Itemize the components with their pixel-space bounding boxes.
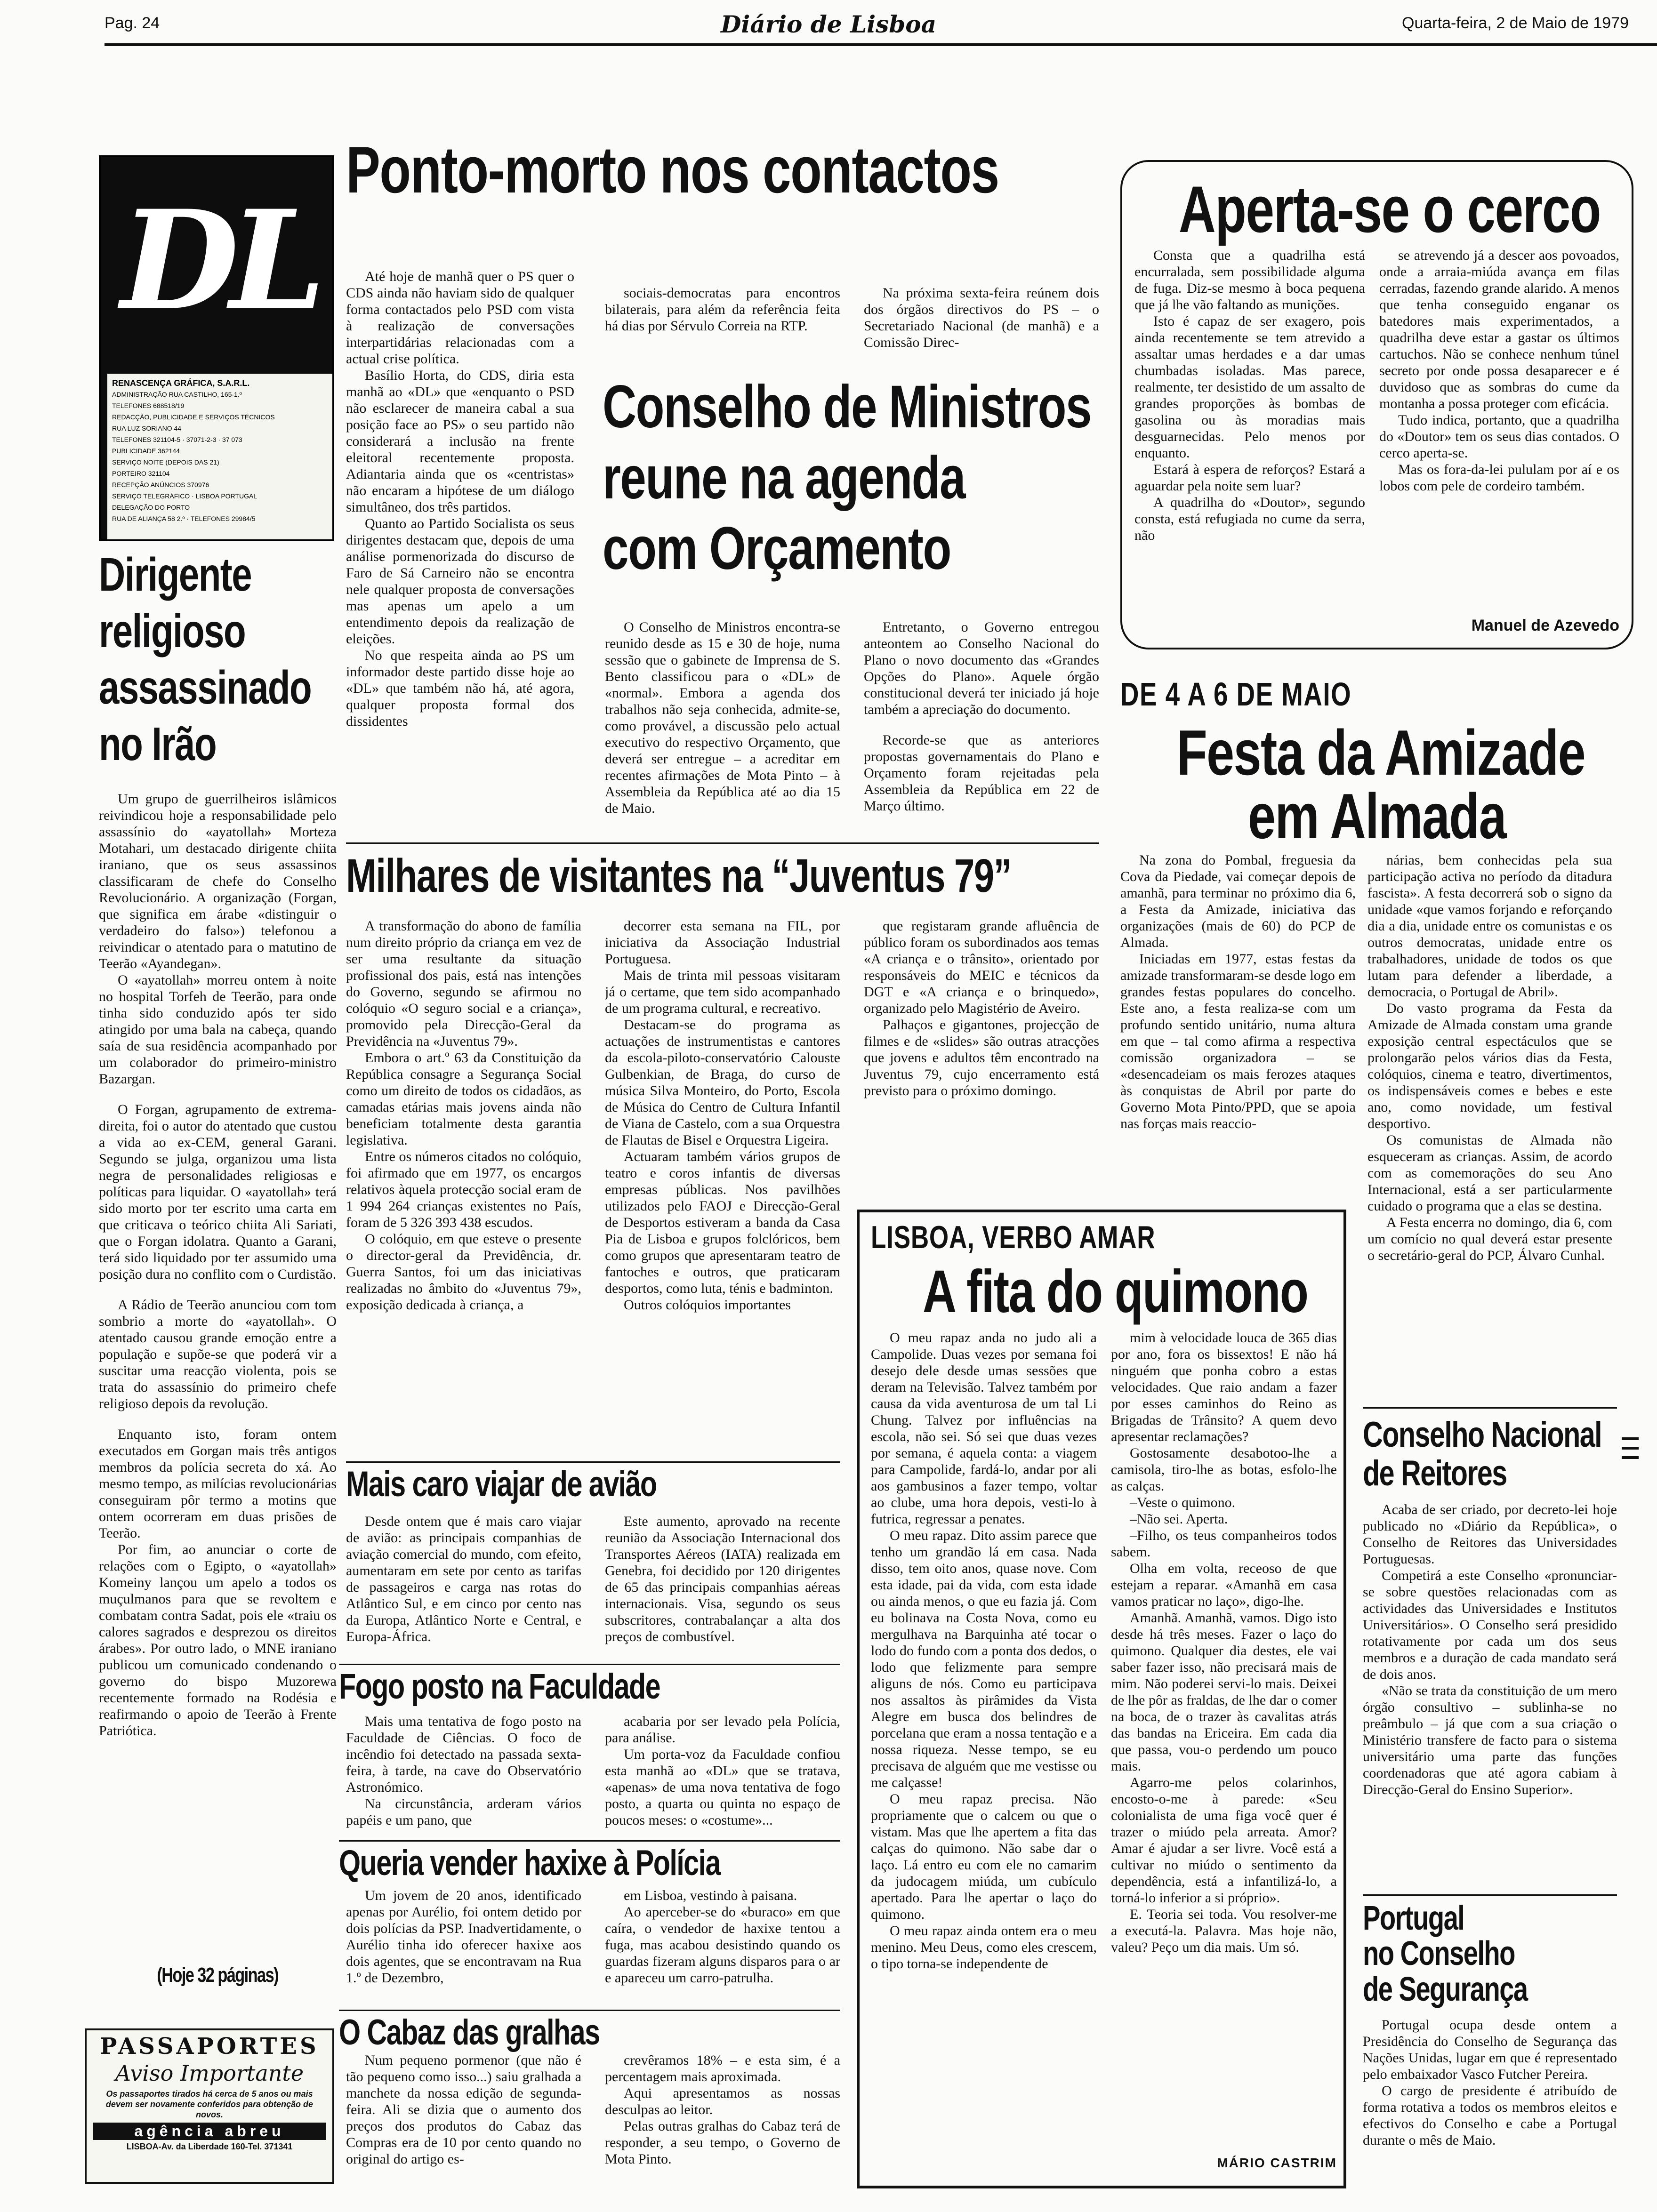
aperta-cerco-box: Aperta-se o cerco [1120, 160, 1633, 649]
haxixe-col1: Um jovem de 20 anos, identificado apenas por Aurélio, foi ontem detido por dois polícias da PSP. Inadvertidamente, o Aurélio tinha ido oferecer haxixe aos dois agentes, que se encontravam na Rua 1.º de Dezembro, [346, 1888, 581, 1986]
page-number: Pag. 24 [105, 14, 160, 32]
haxixe-headline: Queria vender haxixe à Polícia [339, 1845, 720, 1883]
masthead-date: Quarta-feira, 2 de Maio de 1979 [1402, 14, 1629, 32]
passaportes-ad [85, 2028, 334, 2184]
ponto-morto-col1: Até hoje de manhã quer o PS quer o CDS ainda não haviam sido de qualquer forma contactados pelo PSD com vista à realização de conversações interpartidárias relacionadas com a actual crise política. Basílio Horta, do CDS, diria esta manhã ao «DL» que «enquanto o PSD não esclarecer de maneira cabal a sua posição face ao PS» o seu partido não considerará a inclusão na frente eleitoral recentemente proposta. Adiantaria ainda que os «centristas» não encaram a hipótese de um diálogo simultâneo, dos três partidos. Quanto ao Partido Socialista os seus dirigentes destacam que, depois de uma análise pormenorizada do discurso de Faro de Sá Carneiro não se encontra nele qualquer proposta de conversações mas apenas um apelo a um entendimento depois da realização de eleições. No que respeita ainda ao PS um informador deste partido disse hoje ao «DL» que também não há, até agora, qualquer proposta formal dos dissidentes [346, 269, 574, 729]
reitores-body: Acaba de ser criado, por decreto-lei hoje publicado no «Diário da República», o Conselho de Reitores das Universidades Portuguesas. Competirá a este Conselho «pronunciar-se sobre questões relacionadas com as actividades das Universidades e Institutos Universitários». O Conselho será presidido rotativamente por cada um dos seus membros e a duração de cada mandato será de dois anos. «Não se trata da constituição de um mero órgão consultivo – sublinha-se no preâmbulo – já que com a sua criação o Ministério transfere de facto para o sistema universitário uma parte das funções coordenadoras que até agora cabiam à Direcção-Geral do Ensino Superior». [1363, 1502, 1617, 1797]
fogo-headline: Fogo posto na Faculdade [339, 1668, 660, 1707]
ponto-morto-headline: Ponto-morto nos contactos [346, 136, 999, 207]
passaportes-subtitle: Aviso Importante [115, 2060, 304, 2086]
festa-headline: Festa da Amizade em Almada [1176, 720, 1585, 847]
juventus-top-rule [346, 842, 1099, 844]
haxixe-col2: em Lisboa, vestindo à paisana. Ao aperceber-se do «buraco» em que caíra, o vendedor de haxixe tentou a fuga, mas acabou desistindo quando os guardas fizeram alguns disparos para o ar e apareceu um carro-patrulha. [605, 1888, 840, 1986]
aviao-top-rule [346, 1461, 840, 1463]
reitores-top-rule [1363, 1407, 1617, 1409]
juventus-col2: decorrer esta semana na FIL, por iniciativa da Associação Industrial Portuguesa. Mais de trinta mil pessoas visitaram já o certame, que tem sido acompanhado de um programa cultural, e recreativo. Destacam-se do programa as actuações de instrumentistas e cantores da escola-piloto-conservatório Calouste Gulbenkian, de Braga, do curso de música Silva Monteiro, do Porto, Escola de Música do Centro de Cultura Infantil de Viana de Castelo, com a sua Orquestra de Flautas de Bisel e Orquestra Ligeira. Actuaram também vários grupos de teatro e coros infantis de diversas empresas públicas. Nos pavilhões utilizados pelo FAOJ e Direcção-Geral de Desportos estiveram a banda da Casa Pia de Lisboa e grupos folclóricos, bem como grupos que apresentaram teatro de fantoches e outros, que praticaram desportos, como luta, ténis e badminton. Outros colóquios importantes [605, 918, 840, 1313]
quimono-col1: O meu rapaz anda no judo ali a Campolide. Duas vezes por semana foi desejo dele desde umas sessões que deram na Televisão. Talvez também por causa da vida aventurosa de um tal Li Chung. Talvez por influências na escola, não sei. Só sei que duas vezes por semana, é aquela conta: a viagem para Campolide, fardá-lo, andar por ali aos gambusinos a fazer tempo, voltar ao clube, uma hora depois, vesti-lo à futrica, regressar a penates. O meu rapaz. Dito assim parece que tenho um grandão lá em casa. Nada disso, tem oito anos, quase nove. Com esta idade, pai da vida, com esta idade ou ainda menos, o que eu fazia já. Com eu bolinava na Costa Nova, como eu mergulhava na Barquinha até tocar o lodo do fundo com a ponta dos dedos, o lodo que felizmente para sempre aliguns de nós. Como eu participava nos assaltos às pirâmides da Vista Alegre em busca dos belindres de porcelana que eram a nossa tentação e a nossa riqueza. Nesse tempo, se eu precisava de alguém que me vestisse ou me calçasse! O meu rapaz precisa. Não propriamente que o calcem ou que o vistam. Mas que lhe apertem a fita das calças do quimono. Não sabe dar o laço. Lá entro eu com ele no camarim da judocagem miúda, um cubículo apertado. Para lhe apertar o laço do quimono. O meu rapaz ainda ontem era o meu menino. Meu Deus, como eles crescem, o tipo torna-se independente de [871, 1330, 1097, 1972]
quimono-col2: mim à velocidade louca de 365 dias por ano, fora os bissextos! E não há ninguém que ponha cobro a estas velocidades. Que raio andam a fazer por esses caminhos do Reino as Brigadas de Trânsito? A quem devo apresentar reclamações? Gostosamente desabotoo-lhe a camisola, tiro-lhe as botas, esfolo-lhe as calças. –Veste o quimono. –Não sei. Aperta. –Filho, os teus companheiros todos sabem. Olha em volta, receoso de que estejam a reparar. «Amanhã em casa vamos praticar no laço», digo-lhe. Amanhã. Amanhã, vamos. Digo isto desde há três meses. Fazer o laço do quimono. Qualquer dia destes, ele vai saber fazer isso, não precisará mais de mim. Não poderei servi-lo mais. Deixei de lhe pôr as fraldas, de lhe dar o comer na boca, de o trazer às cavalitas atrás das bandas na Ericeira. Em cada dia que passa, vou-o perdendo um pouco mais. Agarro-me pelos colarinhos, encosto-o-me à parede: «Seu colonialista de uma figa você quer é trazer o miúdo pela arreata. Amor? Amar é ajudar a ser livre. Você está a cultivar no miúdo o sentimento da dependência, está a infantilizá-lo, a torná-lo inferior a si próprio». E. Teoria sei toda. Vou resolver-me a executá-la. Palavra. Mas hoje não, valeu? Peço um dia mais. Um só. [1111, 1330, 1337, 1955]
festa-col1: Na zona do Pombal, freguesia da Cova da Piedade, vai começar depois de amanhã, para terminar no próximo dia 6, a Festa da Amizade, iniciativa das organizações (mais de 60) do PCP de Almada. Iniciadas em 1977, estas festas da amizade transformaram-se desde logo em grandes festas populares do concelho. Este ano, a festa realiza-se com um profundo sentido unitário, numa altura em que – tal como afirma a respectiva comissão organizadora – se «desencadeiam os mais ferozes ataques às conquistas de Abril por parte do Governo Mota Pinto/PPD, que se apoia nas forças mais reaccio- [1120, 852, 1356, 1131]
festa-kicker: DE 4 A 6 DE MAIO [1120, 678, 1352, 713]
fogo-col1: Mais uma tentativa de fogo posto na Faculdade de Ciências. O foco de incêndio foi detectado na passada sexta-feira, à tarde, na cave do Observatório Astronómico. Na circunstância, arderam vários papéis e um pano, que [346, 1714, 581, 1828]
cabaz-top-rule [339, 2010, 840, 2011]
seguranca-body: Portugal ocupa desde ontem a Presidência do Conselho de Segurança das Nações Unidas, lugar em que é representado pelo embaixador Vasco Futcher Pereira. O cargo de presidente é atribuído de forma rotativa a todos os membros eleitos e efectivos do Conselho e cabe a Portugal durante o mês de Maio. [1363, 2017, 1617, 2148]
juventus-col1: A transformação do abono de família num direito próprio da criança em vez de ser uma resultante da situação profissional dos pais, está nas intenções do Governo, segundo se afirmou no colóquio «O seguro social e a criança», promovido pela Direcção-Geral da Previdência na «Juventus 79». Embora o art.º 63 da Constituição da República consagre a Segurança Social como um direito de todos os cidadãos, as camadas etárias mais jovens ainda não beneficiam totalmente desta garantia legislativa. Entre os números citados no colóquio, foi afirmado que em 1977, os encargos relativos àquela protecção social eram de 1 994 264 crianças existentes no País, foram de 5 326 393 438 escudos. O colóquio, em que esteve o presente o director-geral da Previdência, dr. Guerra Santos, foi um das iniciativas realizadas no âmbito do «Juventus 79», exposição dedicada à criança, a [346, 918, 581, 1313]
masthead-title: Diário de Lisboa [720, 10, 937, 38]
haxixe-top-rule [339, 1840, 840, 1842]
dirigente-headline: Dirigente religioso assassinado no Irão [99, 551, 312, 770]
publisher-info: RENASCENÇA GRÁFICA, S.A.R.L. ADMINISTRAÇÃO RUA CASTILHO, 165-1.º TELEFONES 688518/19 REDACÇÃO, PUBLICIDADE E SERVIÇOS TÉCNICOS RUA LUZ SORIANO 44 TELEFONES 321104-5 · 37071-2-3 · 37 073 PUBLICIDADE 362144 SERVIÇO NOITE (DEPOIS DAS 21) PORTEIRO 321104 RECEPÇÃO ANÚNCIOS 370976 SERVIÇO TELEGRÁFICO · LISBOA PORTUGAL DELEGAÇÃO DO PORTO RUA DE ALIANÇA 58 2.º · TELEFONES 29984/5 [107, 374, 334, 541]
festa-col2: nárias, bem conhecidas pela sua participação activa no período da ditadura fascista». A festa decorrerá sob o signo da unidade «que vamos forjando e reforçando dia a dia, unidade entre os comunistas e os outros democratas, unidade entre os trabalhadores, unidade de todos os que lutam para defender a liberdade, a democracia, o Portugal de Abril». Do vasto programa da Festa da Amizade de Almada constam uma grande exposição central espectáculos que se prolongarão pelos vários dias da Festa, colóquios, cinema e teatro, divertimentos, os indispensáveis comes e bebes e este ano, como novidade, um festival desportivo. Os comunistas de Almada não esqueceram as crianças. Assim, de acordo com as comemorações do seu Ano Internacional, está a ser particularmente cuidado o programa que a elas se destina. A Festa encerra no domingo, dia 6, com um comício no qual deverá estar presente o secretário-geral do PCP, Álvaro Cunhal. [1367, 852, 1612, 1263]
conselho-ministros-headline: Conselho de Ministros reune na agenda com Orçamento [603, 377, 1091, 583]
ponto-morto-col3: Na próxima sexta-feira reúnem dois dos órgãos directivos do PS – o Secretariado Nacional (de manhã) e a Comissão Direc- [864, 285, 1099, 350]
juventus-headline: Milhares de visitantes na “Juventus 79” [346, 852, 1012, 902]
aviao-col2: Este aumento, aprovado na recente reunião da Associação Internacional dos Transportes Aéreos (IATA) realizada em Genebra, foi decidido por 120 dirigentes de 65 das principais companhias aéreas internacionais. Visa, segundo os seus subscritores, contrabalançar a alta dos preços de combustível. [605, 1514, 840, 1644]
aperta-cerco-col1: Consta que a quadrilha está encurralada, sem possibilidade alguma de fuga. Diz-se mesmo à boca pequena que já lhe vão faltando as munições. Isto é capaz de ser exagero, pois ainda recentemente se tem atrevido a assaltar umas herdades e a dar umas chumbadas isoladas. Mas parece, realmente, ter desistido de um assalto de grandes proporções às bombas de gasolina ou às moradias mais desguarnecidas. Pelo menos por enquanto. Estará à espera de reforços? Estará a aguardar pela noite sem luar? A quadrilha do «Doutor», segundo consta, está refugiada no cume da serra, não [1134, 248, 1365, 543]
seguranca-top-rule [1363, 1894, 1617, 1896]
aviao-headline: Mais caro viajar de avião [346, 1466, 657, 1504]
dl-monogram: DL [121, 181, 316, 341]
cabaz-col2: crevêramos 18% – e esta sim, é a percentagem mais aproximada. Aqui apresentamos as nossas desculpas ao leitor. Pelas outras gralhas do Cabaz terá de responder, a seu tempo, o Governo de Mota Pinto. [605, 2052, 840, 2167]
quimono-kicker: LISBOA, VERBO AMAR [871, 1221, 1156, 1255]
passaportes-title: PASSAPORTES [100, 2033, 319, 2060]
ponto-morto-col2: sociais-democratas para encontros bilaterais, para além da referência feita há dias por Sérvulo Correia na RTP. [605, 285, 840, 334]
cabaz-headline: O Cabaz das gralhas [339, 2014, 600, 2052]
passaportes-agency: agência abreu [93, 2123, 326, 2140]
fogo-top-rule [339, 1664, 840, 1665]
dirigente-body: Um grupo de guerrilheiros islâmicos reivindicou hoje a responsabilidade pelo assassínio do «ayatollah» Morteza Motahari, um destacado dirigente chiita iraniano, que os seus assassinos classificaram de chefe do Conselho Revolucionário. A organização (Forgan, que significa em árabe «distinguir o verdadeiro do falso») telefonou a reivindicar o atentado para o matutino de Teerão «Ayandegan». O «ayatollah» morreu ontem à noite no hospital Torfeh de Teerão, para onde tinha sido conduzido após ter sido atingido por uma bala na cabeça, quando saía de sua residência acompanhado por um colaborador do primeiro-ministro Bazargan. O Forgan, agrupamento de extrema-direita, foi o autor do atentado que custou a vida ao ex-CEM, general Garani. Segundo se julga, organizou uma lista negra de personalidades religiosas e políticas para liquidar. O «ayatollah» terá sido morto por ter escrito uma carta em que criticava o teórico chiita Ali Sariati, que o Forgan idolatra. Quanto a Garani, terá sido liquidado por ter assumido uma posição dura no conflito com o Curdistão. A Rádio de Teerão anunciou com tom sombrio a morte do «ayatollah». O atentado causou grande emoção entre a população e supõe-se que poderá vir a suscitar uma reacção violenta, pois se trata do assassínio do primeiro chefe religioso depois da revolução. Enquanto isto, foram ontem executados em Gorgan mais três antigos membros da polícia secreta do xá. Ao mesmo tempo, as milícias revolucionárias conseguiram pôr termo a motins que ontem ocorreram em duas prisões de Teerão. Por fim, ao anunciar o corte de relações com o Egipto, o «ayatollah» Komeiny lançou um apelo a todos os muçulmanos para que se revoltem e combatam contra Sadat, pois ele «traiu os calores sagrados e desprezou os direitos árabes». Por outro lado, o MNE iraniano publicou um comunicado condenando o governo do bispo Muzorewa recentemente formado na Rodésia e reafirmando o apoio de Teerão à Frente Patriótica. [99, 791, 337, 1739]
cabaz-col1: Num pequeno pormenor (que não é tão pequeno como isso...) saiu gralhada a manchete da nossa edição de segunda-feira. Ali se dizia que o aumento dos preços dos produtos do Cabaz das Compras era de 10 por cento quando no original do artigo es- [346, 2052, 581, 2167]
aviao-col1: Desde ontem que é mais caro viajar de avião: as principais companhias de aviação comercial do mundo, com efeito, aumentaram em sete por cento as tarifas de passageiros e carga nas rotas do Atlântico Sul, e em cinco por cento nas da Europa, Atlântico Norte e Central, e Europa-África. [346, 1514, 581, 1644]
quimono-headline: A fita do quimono [923, 1261, 1308, 1325]
passaportes-text: Os passaportes tirados há cerca de 5 anos ou mais devem ser novamente conferidos para obtenção de novos. [105, 2089, 314, 2119]
conselho-ministros-col1: O Conselho de Ministros encontra-se reunido desde as 15 e 30 de hoje, numa sessão que o gabinete de Imprensa de S. Bento classificou para o «DL» de «normal». Embora a agenda dos trabalhos não seja conhecida, admite-se, como provável, a discussão pelo actual executivo do respectivo Orçamento, que deverá ser entregue – a acreditar em recentes afirmações de Mota Pinto – à Assembleia da República até ao dia 15 de Maio. [605, 619, 840, 816]
aperta-cerco-col2: se atrevendo já a descer aos povoados, onde a arraia-miúda avança em filas cerradas, fazendo grande alarido. A menos que tenha conseguido enganar os batedores mais experimentados, a quadrilha deve estar a gastar os últimos cartuchos. Não se conhece nenhum túnel secreto por onde possa desaparecer e é duvidoso que as sombras do cume da montanha a possa proteger com eficácia. Tudo indica, portanto, que a quadrilha do «Doutor» tem os seus dias contados. O cerco aperta-se. Mas os fora-da-lei pululam por aí e os lobos com pele de cordeiro também. [1379, 248, 1619, 494]
quimono-signature: MÁRIO CASTRIM [1217, 2156, 1337, 2170]
reitores-headline: Conselho Nacional de Reitores [1363, 1417, 1602, 1493]
masthead-rule [105, 43, 1657, 46]
conselho-ministros-col2: Entretanto, o Governo entregou anteontem ao Conselho Nacional do Plano o novo documento das «Grandes Opções do Plano». Aquele órgão constitucional deverá ter iniciado já hoje também a apreciação do documento. Recorde-se que as anteriores propostas governamentais do Plano e Orçamento foram rejeitadas pela Assembleia da República em 22 de Março último. [864, 619, 1099, 814]
page-count-note: (Hoje 32 páginas) [157, 1965, 279, 1987]
juventus-col3: que registaram grande afluência de público foram os subordinados aos temas «A criança e o trânsito», orientado por responsáveis do MEIC e técnicos da DGT e «A criança e o brinquedo», organizado pelo Magistério de Aveiro. Palhaços e gigantones, projecção de filmes e de «slides» são outras atracções que jovens e adultos têm encontrado na Juventus 79, cujo encerramento está previsto para o próximo domingo. [864, 918, 1099, 1098]
seguranca-headline: Portugal no Conselho de Segurança [1363, 1901, 1528, 2008]
fogo-col2: acabaria por ser levado pela Polícia, para análise. Um porta-voz da Faculdade confiou esta manhã ao «DL» que se tratava, «apenas» de uma nova tentativa de fogo posto, a quarta ou quinta no espaço de poucos meses: o «costume»... [605, 1714, 840, 1828]
menu-icon [1622, 1435, 1639, 1464]
aperta-cerco-byline: Manuel de Azevedo [1471, 617, 1619, 634]
logo-box [99, 155, 334, 541]
passaportes-address: LISBOA-Av. da Liberdade 160-Tel. 371341 [126, 2142, 293, 2151]
